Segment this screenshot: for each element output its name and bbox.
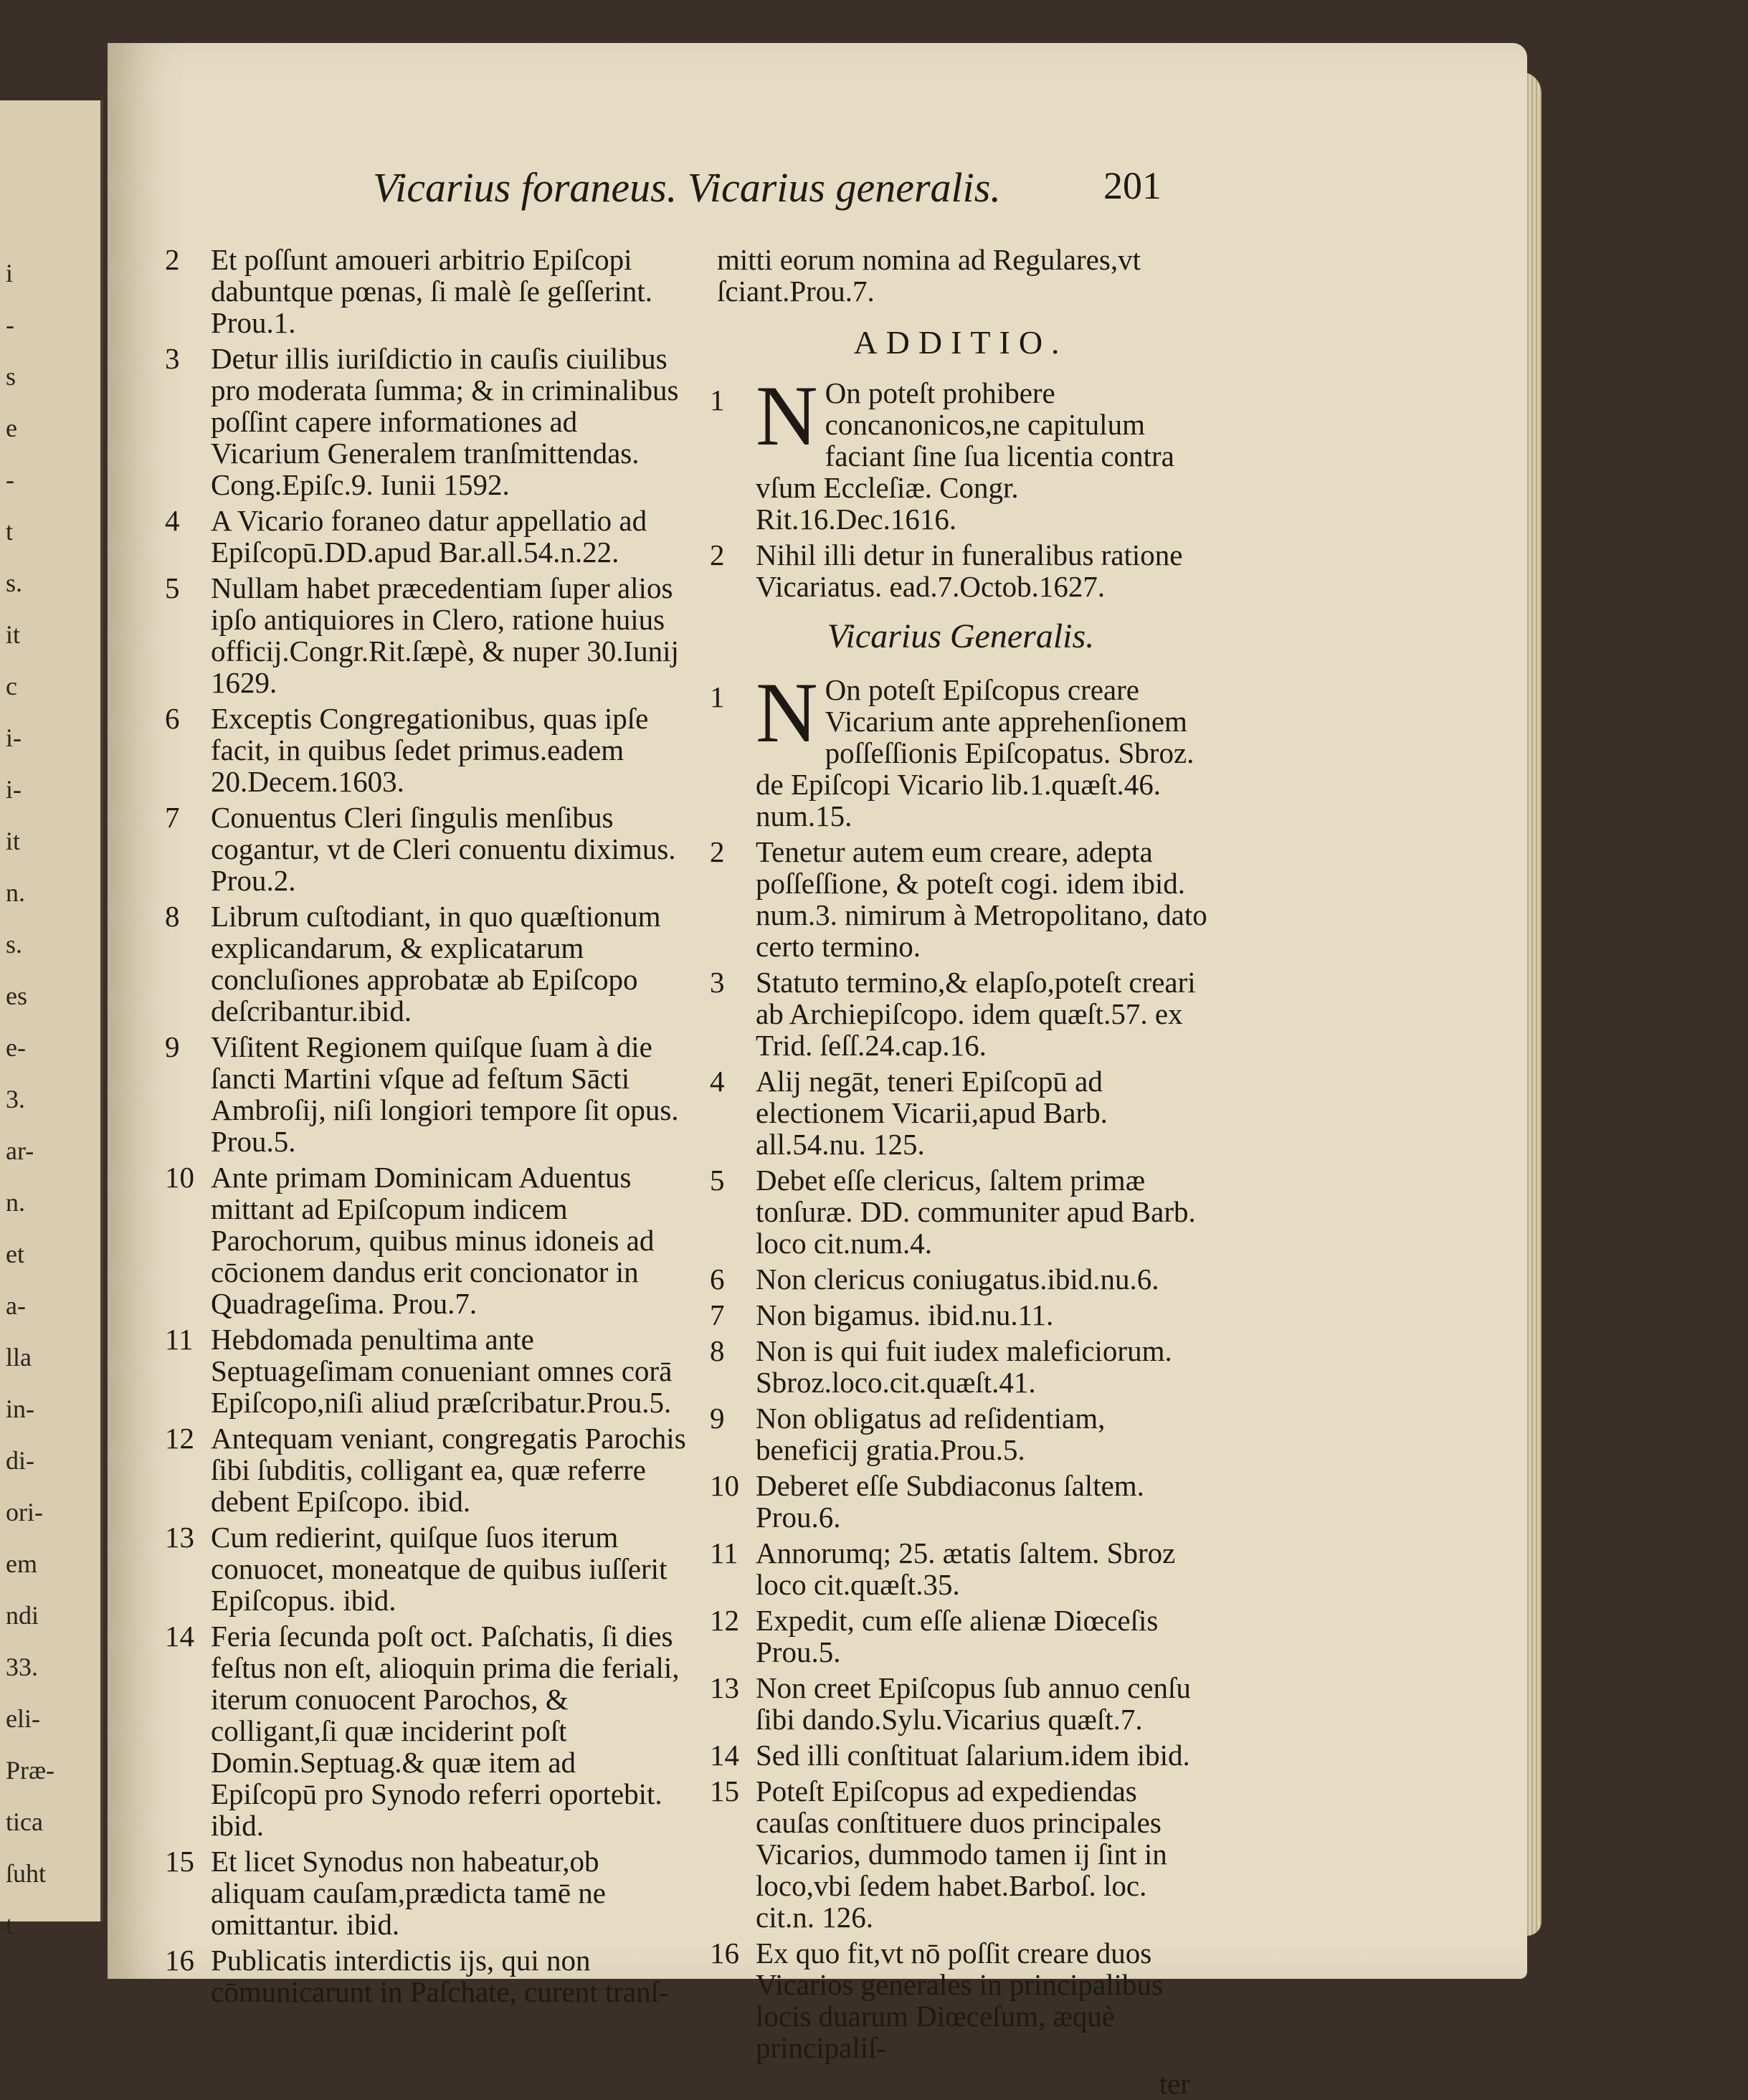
numbered-entry bbox=[165, 802, 688, 896]
numbered-entry bbox=[710, 1470, 1212, 1533]
entry-number: 6 bbox=[165, 702, 180, 735]
catchword: ter bbox=[1159, 2067, 1190, 2100]
entry-text: Non bigamus. ibid.nu.11. bbox=[756, 1298, 1054, 1331]
entry-text: Tenetur autem eum creare, adepta poſſeſſione, & poteſt cogi. idem ibid. num.3. nimirum à Metropolitano, dato certo termino. bbox=[756, 835, 1207, 963]
entry-number: 2 bbox=[710, 538, 725, 571]
facing-page-fragment: i- bbox=[6, 775, 22, 804]
facing-page-fragment: e- bbox=[6, 1033, 26, 1062]
entry-text: On poteſt Epiſcopus creare Vicarium ante apprehenſionem poſſeſſionis Epiſcopatus. Sbroz. de Epiſcopi Vicario lib.1.quæſt.46. num.15. bbox=[756, 673, 1194, 832]
entry-text: Conuentus Cleri ſingulis menſibus cogantur, vt de Cleri conuentu diximus. Prou.2. bbox=[211, 801, 676, 897]
entry-number: 7 bbox=[710, 1298, 725, 1331]
entry-text: Nihil illi detur in funeralibus ratione Vicariatus. ead.7.Octob.1627. bbox=[756, 538, 1183, 603]
left-page-edge bbox=[0, 100, 103, 1939]
entry-number: 14 bbox=[165, 1620, 194, 1653]
numbered-entry bbox=[710, 1065, 1212, 1160]
facing-page-fragment: ſuht bbox=[6, 1859, 47, 1888]
entry-number: 12 bbox=[165, 1422, 194, 1455]
drop-cap: N bbox=[756, 368, 818, 463]
numbered-entry bbox=[165, 1620, 688, 1841]
page-header bbox=[373, 163, 1162, 221]
facing-page-fragment: et bbox=[6, 1240, 24, 1268]
entry-text: Non creet Epiſcopus ſub annuo cenſu ſibi dando.Sylu.Vicarius quæſt.7. bbox=[756, 1671, 1191, 1736]
entry-number: 3 bbox=[165, 342, 180, 375]
right-column bbox=[710, 244, 1212, 2099]
facing-page-fragment: - bbox=[6, 465, 14, 494]
entry-text: Ante primam Dominicam Aduentus mittant ad Epiſcopum indicem Parochorum, quibus minus idoneis ad cōcionem dandus erit concionator in Quadrageſima. Prou.7. bbox=[211, 1161, 655, 1320]
entry-text: Antequam veniant, congregatis Parochis ſibi ſubditis, colligant ea, quæ referre debent Epiſcopo. ibid. bbox=[211, 1422, 686, 1518]
facing-page-fragment: n. bbox=[6, 1188, 25, 1217]
entry-text: Viſitent Regionem quiſque ſuam à die ſancti Martini vſque ad feſtum Sācti Ambroſij, niſi longiori tempore ſit opus. Prou.5. bbox=[211, 1030, 679, 1158]
additio-heading: ADDITIO. bbox=[853, 324, 1068, 361]
facing-page-fragment: ndi bbox=[6, 1601, 39, 1630]
entry-text: Deberet eſſe Subdiaconus ſaltem. Prou.6. bbox=[756, 1469, 1144, 1534]
page-number: 201 bbox=[1103, 164, 1162, 207]
entry-number: 11 bbox=[710, 1536, 738, 1569]
facing-page-fragment: - bbox=[6, 310, 14, 339]
facing-page-fragment: s. bbox=[6, 569, 23, 597]
numbered-entry bbox=[710, 1335, 1212, 1398]
entry-number: 8 bbox=[165, 900, 180, 933]
numbered-entry bbox=[165, 1845, 688, 1940]
facing-page-fragment: t bbox=[6, 1911, 14, 1939]
entry-text: Debet eſſe clericus, ſaltem primæ tonſuræ. DD. communiter apud Barb. loco cit.num.4. bbox=[756, 1164, 1196, 1260]
numbered-entry bbox=[710, 1937, 1212, 2063]
entry-text: Non obligatus ad reſidentiam, beneficij gratia.Prou.5. bbox=[756, 1402, 1106, 1466]
entry-number: 7 bbox=[165, 801, 180, 834]
entry-number: 11 bbox=[165, 1323, 194, 1356]
additio-list bbox=[710, 368, 1212, 603]
numbered-entry bbox=[165, 1944, 688, 2008]
facing-page-fragment: ori- bbox=[6, 1498, 43, 1526]
vicarius-generalis-list bbox=[710, 665, 1212, 2064]
entry-number: 1 bbox=[710, 680, 725, 713]
numbered-entry bbox=[165, 343, 688, 500]
entry-text: Annorumq; 25. ætatis ſaltem. Sbroz loco cit.quæſt.35. bbox=[756, 1536, 1176, 1601]
left-column bbox=[165, 244, 688, 2012]
entry-text: Alij negāt, teneri Epiſcopū ad electionem Vicarii,apud Barb. all.54.nu. 125. bbox=[756, 1065, 1108, 1161]
facing-page-fragment: es bbox=[6, 982, 27, 1010]
numbered-entry bbox=[710, 665, 1212, 832]
entry-text: Cum redierint, quiſque ſuos iterum conuocet, moneatque de quibus iuſſerit Epiſcopus. ibid. bbox=[211, 1521, 668, 1617]
continuation-text: mitti eorum nomina ad Regulares,vt ſciant.Prou.7. bbox=[717, 243, 1141, 308]
section-heading: Vicarius Generalis. bbox=[827, 617, 1095, 655]
entry-text: Ex quo fit,vt nō poſſit creare duos Vicarios generales in principalibus locis duarum Diœceſum, æquè principaliſ- bbox=[756, 1937, 1163, 2064]
facing-page-fragment: in- bbox=[6, 1395, 34, 1423]
entry-text: A Vicario foraneo datur appellatio ad Epiſcopū.DD.apud Bar.all.54.n.22. bbox=[211, 504, 647, 569]
facing-page-fragment: it bbox=[6, 827, 21, 855]
facing-page-fragment: em bbox=[6, 1549, 37, 1578]
facing-page-fragment: 33. bbox=[6, 1653, 38, 1681]
facing-page-fragment: i- bbox=[6, 723, 22, 752]
entry-number: 10 bbox=[710, 1469, 739, 1502]
entry-text: Non clericus coniugatus.ibid.nu.6. bbox=[756, 1263, 1159, 1296]
facing-page-fragment: t bbox=[6, 517, 14, 546]
entry-number: 4 bbox=[710, 1065, 725, 1098]
entry-number: 10 bbox=[165, 1161, 194, 1194]
facing-page-fragment: s bbox=[6, 362, 16, 391]
numbered-entry bbox=[165, 1324, 688, 1418]
numbered-entry bbox=[710, 836, 1212, 962]
facing-page-fragment: 3. bbox=[6, 1085, 25, 1113]
facing-page-fragment: i bbox=[6, 259, 14, 288]
entry-text: Sed illi conſtituat ſalarium.idem ibid. bbox=[756, 1739, 1190, 1772]
numbered-entry bbox=[710, 1739, 1212, 1771]
entry-number: 2 bbox=[710, 835, 725, 868]
numbered-entry bbox=[710, 1164, 1212, 1259]
entry-number: 5 bbox=[165, 571, 180, 604]
facing-page-fragment: e bbox=[6, 414, 17, 442]
numbered-entry bbox=[165, 572, 688, 698]
numbered-entry bbox=[710, 1537, 1212, 1600]
entry-number: 2 bbox=[165, 243, 180, 276]
entry-number: 12 bbox=[710, 1604, 739, 1637]
entry-number: 15 bbox=[710, 1774, 739, 1807]
numbered-entry bbox=[710, 966, 1212, 1061]
entry-number: 8 bbox=[710, 1334, 725, 1367]
entry-text: On poteſt prohibere concanonicos,ne capitulum faciant ſine ſua licentia contra vſum Eccleſiæ. Congr. Rit.16.Dec.1616. bbox=[756, 376, 1174, 536]
entry-number: 13 bbox=[710, 1671, 739, 1704]
facing-page-fragment: Præ- bbox=[6, 1756, 55, 1785]
entry-number: 13 bbox=[165, 1521, 194, 1554]
entry-text: Non is qui fuit iudex maleficiorum. Sbroz.loco.cit.quæſt.41. bbox=[756, 1334, 1172, 1399]
entry-text: Exceptis Congregationibus, quas ipſe facit, in quibus ſedet primus.eadem 20.Decem.1603. bbox=[211, 702, 649, 798]
entry-text: Feria ſecunda poſt oct. Paſchatis, ſi dies feſtus non eſt, alioquin prima die feriali, iterum conuocent Parochos, & colligant,ſi quæ inciderint poſt Domin.Septuag.& quæ item ad Epiſcopū pro Synodo referri oportebit. ibid. bbox=[211, 1620, 680, 1842]
entry-number: 3 bbox=[710, 966, 725, 999]
numbered-entry bbox=[710, 368, 1212, 536]
numbered-entry bbox=[710, 1299, 1212, 1331]
numbered-entry bbox=[710, 1605, 1212, 1668]
facing-page-fragment: di- bbox=[6, 1446, 34, 1475]
entry-text: Hebdomada penultima ante Septuageſimam conueniant omnes corā Epiſcopo,niſi aliud præſcribatur.Prou.5. bbox=[211, 1323, 673, 1419]
entry-number: 5 bbox=[710, 1164, 725, 1197]
entry-text: Et licet Synodus non habeatur,ob aliquam cauſam,prædicta tamē ne omittantur. ibid. bbox=[211, 1845, 606, 1941]
entry-text: Detur illis iuriſdictio in cauſis ciuilibus pro moderata ſumma; & in criminalibus poſſint capere informationes ad Vicarium Generalem tranſmittendas. Cong.Epiſc.9. Iunii 1592. bbox=[211, 342, 679, 501]
entry-text: Librum cuſtodiant, in quo quæſtionum explicandarum, & explicatarum concluſiones approbatæ ab Epiſcopo deſcribantur.ibid. bbox=[211, 900, 661, 1027]
numbered-entry bbox=[165, 1521, 688, 1616]
numbered-entry bbox=[165, 703, 688, 797]
running-title: Vicarius foraneus. Vicarius generalis. bbox=[373, 164, 1001, 211]
numbered-entry bbox=[710, 1672, 1212, 1735]
facing-page-fragment: eli- bbox=[6, 1704, 40, 1733]
facing-page-fragment: lla bbox=[6, 1343, 32, 1372]
numbered-entry bbox=[710, 539, 1212, 602]
entry-number: 1 bbox=[710, 384, 725, 417]
entry-text: Et poſſunt amoueri arbitrio Epiſcopi dabuntque pœnas, ſi malè ſe geſſerint. Prou.1. bbox=[211, 243, 652, 339]
entry-number: 4 bbox=[165, 504, 180, 537]
numbered-entry bbox=[710, 1263, 1212, 1295]
facing-page-fragment: s. bbox=[6, 930, 23, 959]
facing-page-fragment: a- bbox=[6, 1291, 26, 1320]
entry-text: Poteſt Epiſcopus ad expediendas cauſas conſtituere duos principales Vicarios, dummodo tamen ij ſint in loco,vbi ſedem habet.Barboſ. loc. cit.n. 126. bbox=[756, 1774, 1167, 1934]
entry-text: Statuto termino,& elapſo,poteſt creari ab Archiepiſcopo. idem quæſt.57. ex Trid. ſeſſ.24.cap.16. bbox=[756, 966, 1196, 1062]
numbered-entry bbox=[165, 901, 688, 1027]
drop-cap: N bbox=[756, 665, 818, 760]
numbered-entry bbox=[710, 1402, 1212, 1465]
entry-text: Expedit, cum eſſe alienæ Diœceſis Prou.5. bbox=[756, 1604, 1159, 1668]
entry-text: Nullam habet præcedentiam ſuper alios ipſo antiquiores in Clero, ratione huius officij.Congr.Rit.ſæpè, & nuper 30.Iunij 1629. bbox=[211, 571, 679, 699]
entry-number: 9 bbox=[710, 1402, 725, 1435]
entry-number: 14 bbox=[710, 1739, 739, 1772]
facing-page-fragment: n. bbox=[6, 878, 25, 907]
entry-number: 16 bbox=[165, 1944, 194, 1977]
entry-number: 6 bbox=[710, 1263, 725, 1296]
numbered-entry bbox=[165, 1031, 688, 1157]
facing-page-fragment: tica bbox=[6, 1807, 43, 1836]
facing-page-fragment: it bbox=[6, 620, 21, 649]
numbered-entry bbox=[710, 1775, 1212, 1933]
numbered-entry bbox=[165, 1161, 688, 1319]
entry-text: Publicatis interdictis ijs, qui non cōmunicarunt in Paſchate, curent tranſ- bbox=[211, 1944, 669, 2008]
numbered-entry bbox=[165, 505, 688, 568]
numbered-entry bbox=[165, 1422, 688, 1517]
entry-number: 9 bbox=[165, 1030, 180, 1063]
entry-number: 15 bbox=[165, 1845, 194, 1878]
entry-number: 16 bbox=[710, 1937, 739, 1970]
facing-page-fragment: ar- bbox=[6, 1136, 34, 1165]
numbered-entry bbox=[165, 244, 688, 338]
facing-page-fragment: c bbox=[6, 672, 17, 700]
